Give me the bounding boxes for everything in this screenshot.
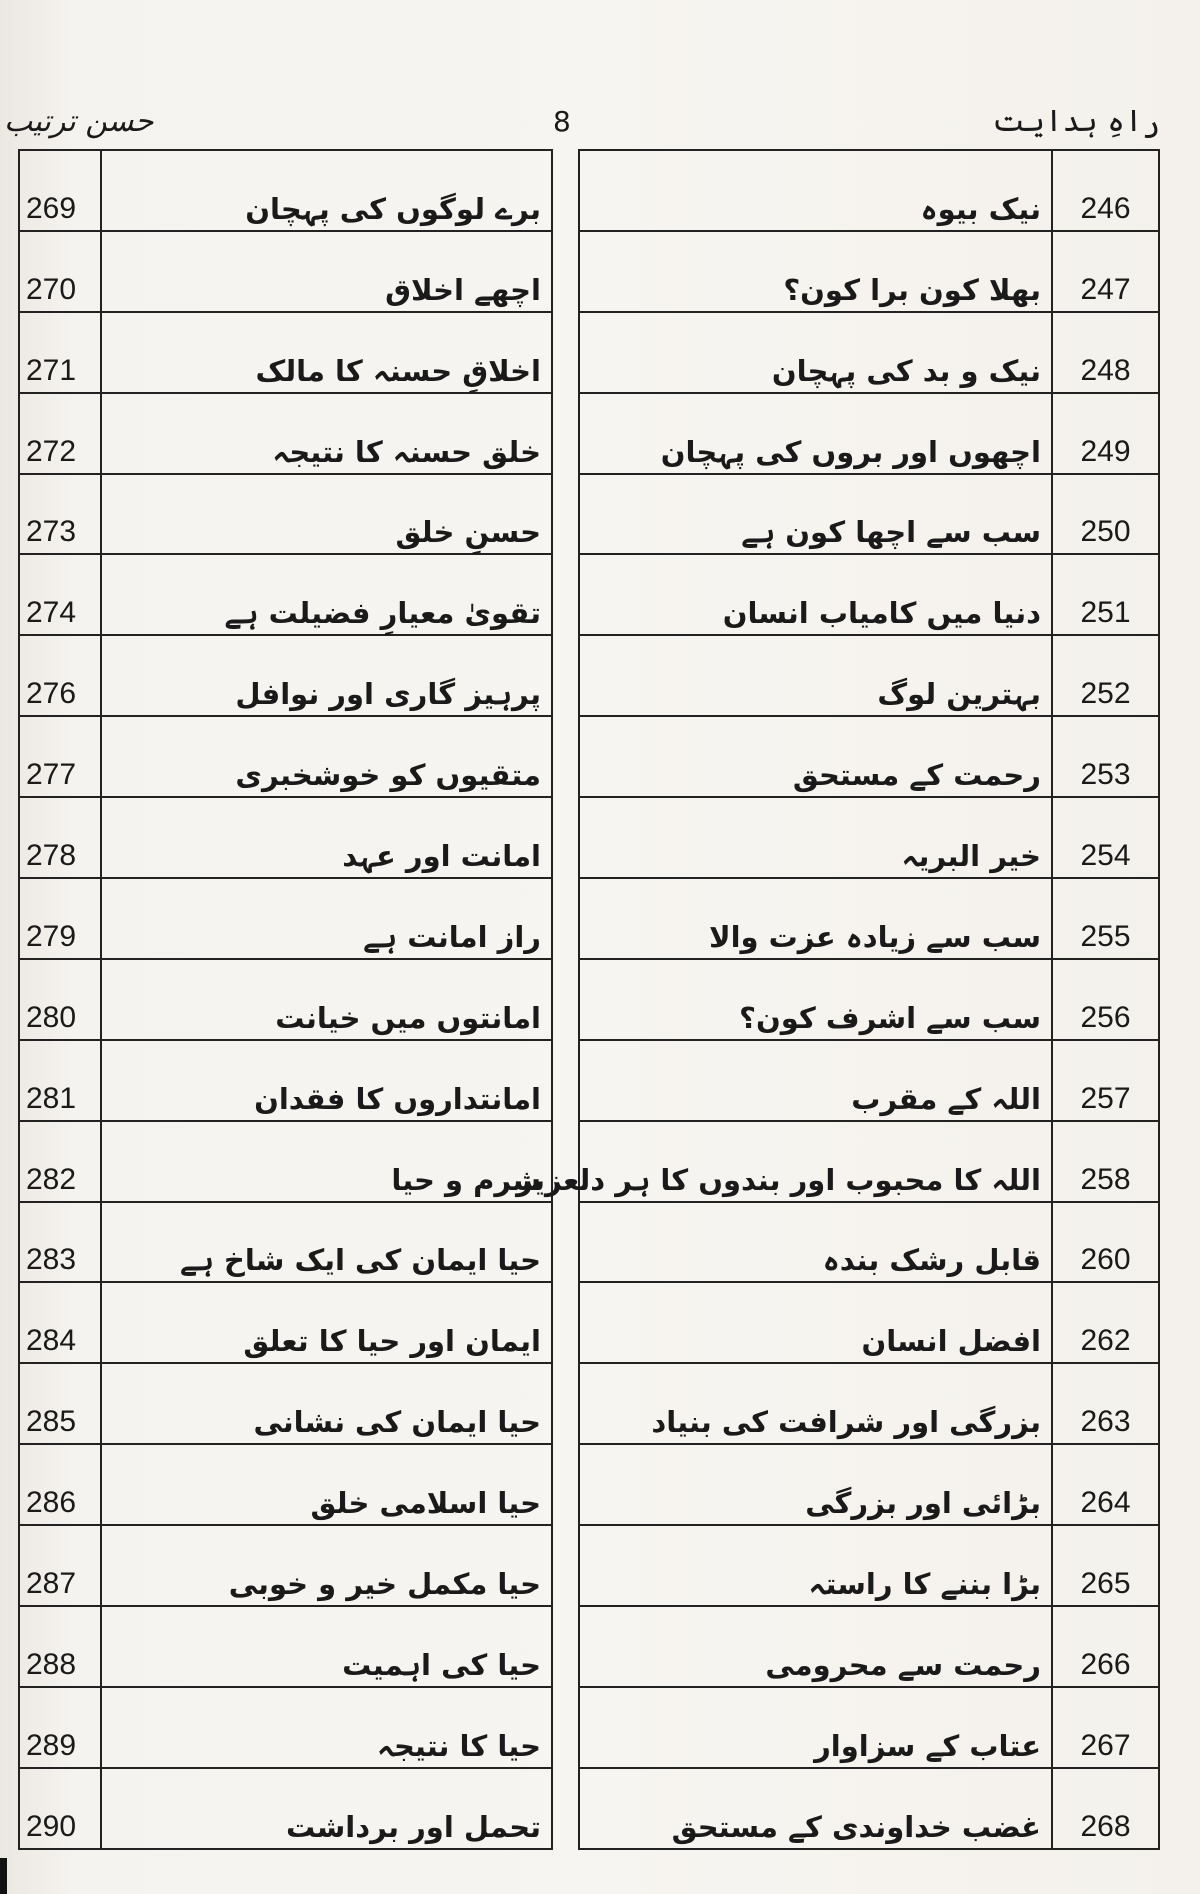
toc-entry-title: اچھے اخلاق <box>101 231 552 312</box>
toc-row <box>19 1202 552 1283</box>
toc-entry-title: افضل انسان <box>579 1282 1052 1363</box>
toc-row <box>579 635 1159 716</box>
toc-row <box>19 635 552 716</box>
toc-entry-title: راز امانت ہے <box>101 878 552 959</box>
toc-page-number: 246 <box>1052 150 1159 231</box>
toc-entry-title: بھلا کون برا کون؟ <box>579 231 1052 312</box>
toc-row <box>19 959 552 1040</box>
toc-row <box>579 1363 1159 1444</box>
toc-entry-title: قابل رشک بندہ <box>579 1202 1052 1283</box>
toc-row <box>19 393 552 474</box>
toc-page-number: 264 <box>1052 1444 1159 1525</box>
toc-row <box>579 1202 1159 1283</box>
toc-page-number: 263 <box>1052 1363 1159 1444</box>
toc-page-number: 269 <box>19 150 101 231</box>
toc-page-number: 266 <box>1052 1606 1159 1687</box>
toc-page-number: 279 <box>19 878 101 959</box>
toc-page-number: 272 <box>19 393 101 474</box>
toc-page-number: 250 <box>1052 474 1159 555</box>
toc-row <box>579 554 1159 635</box>
toc-entry-title: رحمت کے مستحق <box>579 716 1052 797</box>
toc-entry-title: دنیا میں کامیاب انسان <box>579 554 1052 635</box>
toc-entry-title: تحمل اور برداشت <box>101 1768 552 1849</box>
toc-page-number: 277 <box>19 716 101 797</box>
toc-row <box>579 231 1159 312</box>
toc-row <box>579 1444 1159 1525</box>
toc-page-number: 288 <box>19 1606 101 1687</box>
toc-row <box>19 797 552 878</box>
toc-row <box>19 150 552 231</box>
toc-entry-title: حیا کا نتیجہ <box>101 1687 552 1768</box>
toc-row <box>19 1687 552 1768</box>
toc-page-number: 258 <box>1052 1121 1159 1202</box>
toc-entry-title: رحمت سے محرومی <box>579 1606 1052 1687</box>
toc-row <box>19 474 552 555</box>
toc-entry-title: حیا کی اہمیت <box>101 1606 552 1687</box>
header-book-title: راہِ ہدایت <box>992 104 1160 139</box>
toc-page-number: 256 <box>1052 959 1159 1040</box>
toc-entry-title: بڑائی اور بزرگی <box>579 1444 1052 1525</box>
toc-entry-title: تقویٰ معیارِ فضیلت ہے <box>101 554 552 635</box>
toc-left-table <box>18 149 553 1850</box>
toc-page-number: 289 <box>19 1687 101 1768</box>
toc-row <box>19 1282 552 1363</box>
toc-page-number: 252 <box>1052 635 1159 716</box>
toc-entry-title: حسنِ خلق <box>101 474 552 555</box>
toc-entry-title: امانتوں میں خیانت <box>101 959 552 1040</box>
toc-entry-title: غضب خداوندی کے مستحق <box>579 1768 1052 1849</box>
toc-page-number: 285 <box>19 1363 101 1444</box>
toc-row <box>579 959 1159 1040</box>
toc-page-number: 257 <box>1052 1040 1159 1121</box>
toc-right-table <box>516 149 1160 1850</box>
toc-entry-title: برے لوگوں کی پہچان <box>101 150 552 231</box>
toc-entry-title: بہترین لوگ <box>579 635 1052 716</box>
toc-entry-title: نیک و بد کی پہچان <box>579 312 1052 393</box>
toc-entry-title: شرم و حیا <box>101 1121 552 1202</box>
toc-row <box>19 1525 552 1606</box>
toc-row <box>579 1121 1159 1202</box>
toc-entry-title: امانت اور عہد <box>101 797 552 878</box>
header-left-title: حسن ترتیب <box>4 104 154 139</box>
toc-entry-title: خلق حسنہ کا نتیجہ <box>101 393 552 474</box>
toc-row <box>579 716 1159 797</box>
toc-row <box>579 1687 1159 1768</box>
toc-entry-title: اخلاقِ حسنہ کا مالک <box>101 312 552 393</box>
toc-entry-title: سب سے اشرف کون؟ <box>579 959 1052 1040</box>
toc-page-number: 290 <box>19 1768 101 1849</box>
toc-page-number: 287 <box>19 1525 101 1606</box>
toc-row <box>579 797 1159 878</box>
toc-page-number: 271 <box>19 312 101 393</box>
toc-page-number: 274 <box>19 554 101 635</box>
toc-entry-title: اللہ کا محبوب اور بندوں کا ہر دلعزیز <box>579 1121 1052 1202</box>
toc-row <box>19 878 552 959</box>
toc-page-number: 247 <box>1052 231 1159 312</box>
toc-row <box>579 1040 1159 1121</box>
toc-row <box>579 1525 1159 1606</box>
toc-entry-title: اچھوں اور بروں کی پہچان <box>579 393 1052 474</box>
toc-row <box>579 150 1159 231</box>
toc-row <box>19 1768 552 1849</box>
toc-page-number: 260 <box>1052 1202 1159 1283</box>
toc-row <box>19 1040 552 1121</box>
toc-page-number: 255 <box>1052 878 1159 959</box>
toc-row <box>19 554 552 635</box>
toc-row <box>579 1282 1159 1363</box>
toc-entry-title: حیا مکمل خیر و خوبی <box>101 1525 552 1606</box>
toc-entry-title: خیر البریہ <box>579 797 1052 878</box>
toc-row <box>19 716 552 797</box>
toc-page-number: 278 <box>19 797 101 878</box>
toc-page-number: 283 <box>19 1202 101 1283</box>
toc-entry-title: امانتداروں کا فقدان <box>101 1040 552 1121</box>
toc-page-number: 286 <box>19 1444 101 1525</box>
toc-page-number: 254 <box>1052 797 1159 878</box>
toc-page-number: 276 <box>19 635 101 716</box>
toc-page-number: 270 <box>19 231 101 312</box>
toc-entry-title: بزرگی اور شرافت کی بنیاد <box>579 1363 1052 1444</box>
toc-page-number: 273 <box>19 474 101 555</box>
toc-page-number: 262 <box>1052 1282 1159 1363</box>
toc-page-number: 282 <box>19 1121 101 1202</box>
toc-entry-title: ایمان اور حیا کا تعلق <box>101 1282 552 1363</box>
toc-row <box>579 312 1159 393</box>
toc-entry-title: متقیوں کو خوشخبری <box>101 716 552 797</box>
toc-entry-title: نیک بیوہ <box>579 150 1052 231</box>
toc-row <box>19 231 552 312</box>
toc-entry-title: عتاب کے سزاوار <box>579 1687 1052 1768</box>
toc-row <box>579 474 1159 555</box>
toc-row <box>19 1363 552 1444</box>
toc-page-number: 281 <box>19 1040 101 1121</box>
toc-entry-title: حیا اسلامی خلق <box>101 1444 552 1525</box>
toc-row <box>579 1606 1159 1687</box>
toc-row <box>19 1121 552 1202</box>
toc-row <box>19 1444 552 1525</box>
page-number: 8 <box>553 105 571 138</box>
toc-entry-title: پرہیز گاری اور نوافل <box>101 635 552 716</box>
toc-page-number: 265 <box>1052 1525 1159 1606</box>
toc-entry-title: حیا ایمان کی ایک شاخ ہے <box>101 1202 552 1283</box>
toc-entry-title: سب سے اچھا کون ہے <box>579 474 1052 555</box>
toc-entry-title: سب سے زیادہ عزت والا <box>579 878 1052 959</box>
toc-entry-title: حیا ایمان کی نشانی <box>101 1363 552 1444</box>
toc-entry-title: بڑا بننے کا راستہ <box>579 1525 1052 1606</box>
page-edge-mark <box>0 1858 7 1894</box>
toc-row <box>579 393 1159 474</box>
toc-page-number: 248 <box>1052 312 1159 393</box>
toc-entry-title: اللہ کے مقرب <box>579 1040 1052 1121</box>
toc-page-number: 251 <box>1052 554 1159 635</box>
toc-page-number: 249 <box>1052 393 1159 474</box>
toc-page-number: 267 <box>1052 1687 1159 1768</box>
toc-page-number: 284 <box>19 1282 101 1363</box>
toc-row <box>579 1768 1159 1849</box>
toc-page-number: 268 <box>1052 1768 1159 1849</box>
toc-row <box>19 1606 552 1687</box>
toc-page-number: 280 <box>19 959 101 1040</box>
toc-page-number: 253 <box>1052 716 1159 797</box>
toc-row <box>19 312 552 393</box>
toc-row <box>579 878 1159 959</box>
